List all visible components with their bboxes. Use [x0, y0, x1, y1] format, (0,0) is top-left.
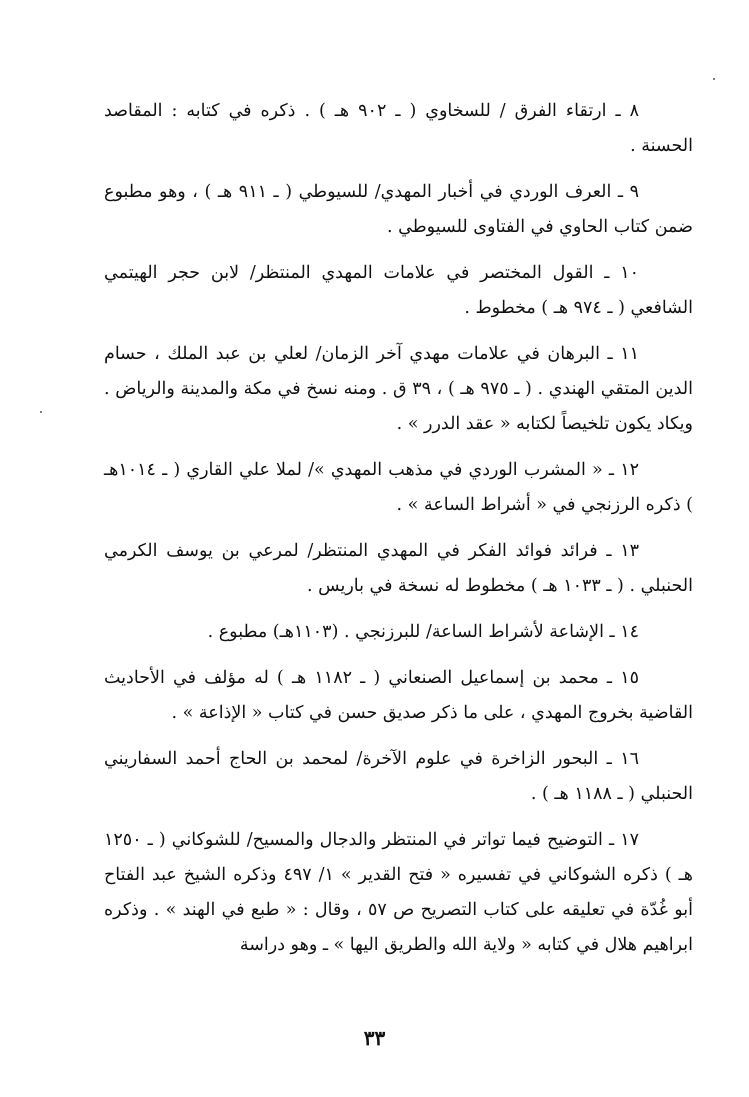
page-number: ٣٣ — [363, 1026, 386, 1050]
entry-14: ١٤ ـ الإشاعة لأشراط الساعة/ للبرزنجي . (١١٠٣هـ) مطبوع . — [207, 622, 639, 642]
entry-10: ١٠ ـ القول المختصر في علامات المهدي المنتظر/ لابن حجر الهيتمي الشافعي ( ـ ٩٧٤ هـ ) مخطوط . — [104, 263, 693, 318]
entry-13: ١٣ ـ فرائد فوائد الفكر في المهدي المنتظر/ لمرعي بن يوسف الكرمي الحنبلي . ( ـ ١٠٣٣ هـ ) مخطوط له نسخة في باريس . — [104, 541, 693, 596]
entry-11: ١١ ـ البرهان في علامات مهدي آخر الزمان/ لعلي بن عبد الملك ، حسام الدين المتقي الهندي . ( ـ ٩٧٥ هـ ) ، ٣٩ ق . ومنه نسخ في مكة والمدينة والرياض . ويكاد يكون تلخيصاً لكتابه « عقد الدرر » . — [104, 344, 693, 434]
entry-17: ١٧ ـ التوضيح فيما تواتر في المنتظر والدجال والمسيح/ للشوكاني ( ـ ١٢٥٠ هـ ) ذكره الشوكاني في تفسيره « فتح القدير » ١/ ٤٩٧ وذكره الشيخ عبد الفتاح أبو غُدّة في تعليقه على كتاب التصريح ص ٥٧ ، وقال : « طبع في الهند » . وذكره ابراهيم هلال في كتابه « ولاية الله والطريق اليها » ـ وهو دراسة — [104, 830, 694, 955]
scan-speck — [713, 78, 715, 80]
entry-8: ٨ ـ ارتقاء الفرق / للسخاوي ( ـ ٩٠٢ هـ ) . ذكره في كتابه : المقاصد الحسنة . — [104, 101, 693, 156]
entry-15: ١٥ ـ محمد بن إسماعيل الصنعاني ( ـ ١١٨٢ هـ ) له مؤلف في الأحاديث القاضية بخروج المهدي ، على ما ذكر صديق حسن في كتاب « الإذاعة » . — [104, 668, 693, 723]
scan-speck — [40, 411, 42, 413]
entry-12: ١٢ ـ « المشرب الوردي في مذهب المهدي »/ لملا علي القاري ( ـ ١٠١٤هـ ) ذكره الرزنجي في « أشراط الساعة » . — [104, 460, 693, 515]
entry-16: ١٦ ـ البحور الزاخرة في علوم الآخرة/ لمحمد بن الحاج أحمد السفاريني الحنبلي ( ـ ١١٨٨ هـ ) . — [104, 749, 693, 804]
bibliography-list — [104, 94, 693, 974]
entry-9: ٩ ـ العرف الوردي في أخبار المهدي/ للسيوطي ( ـ ٩١١ هـ ) ، وهو مطبوع ضمن كتاب الحاوي في الفتاوى للسيوطي . — [104, 182, 693, 237]
